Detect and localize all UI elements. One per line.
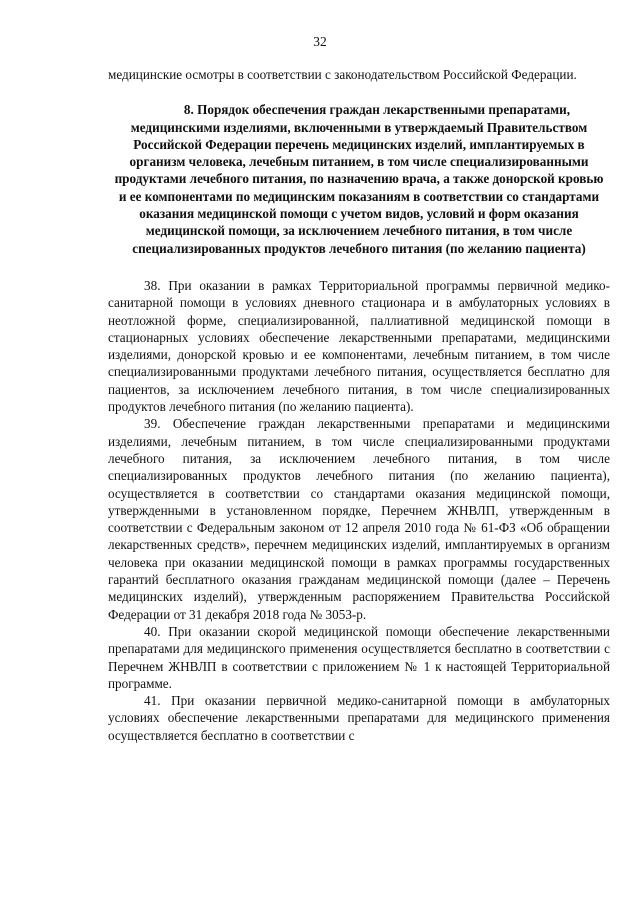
page-number: 32	[313, 34, 327, 49]
document-body	[108, 66, 610, 744]
paragraph-40: 40. При оказании скорой медицинской помощи обеспечение лекарственными препаратами для медицинского применения осуществляется бесплатно в соответствии с Перечнем ЖНВЛП в соответствии с приложением № 1 к настоящей Территориальной программе.	[108, 623, 610, 691]
section-heading-line-1: 8. Порядок обеспечения граждан лекарственными препаратами,	[183, 102, 571, 118]
intro-paragraph: медицинские осмотры в соответствии с законодательством Российской Федерации.	[108, 67, 577, 82]
paragraph-38: 38. При оказании в рамках Территориальной программы первичной медико-санитарной помощи в условиях дневного стационара и в амбулаторных условиях в неотложной форме, специализированной, паллиативной медицинской помощи в стационарных условиях обеспечение лекарственными препаратами, медицинскими изделиями, донорской кровью и ее компонентами, лечебным питанием, в том числе специализированными продуктами лечебного питания, осуществляется бесплатно для пациентов, за исключением лечебного питания, в том числе специализированных продуктов лечебного питания (по желанию пациента).	[108, 277, 610, 415]
section-heading-rest: медицинскими изделиями, включенными в утверждаемый Правительством Российской Федерации перечень медицинских изделий, имплантируемых в организм человека, лечебным питанием, в том числе специализированными продуктами лечебного питания, по назначению врача, а также донорской кровью и ее компонентами по медицинским показаниям в соответствии со стандартами оказания медицинской помощи с учетом видов, условий и форм оказания медицинской помощи, за исключением лечебного питания, в том числе специализированных продуктов лечебного питания (по желанию пациента)	[114, 119, 604, 256]
paragraph-39: 39. Обеспечение граждан лекарственными препаратами и медицинскими изделиями, лечебным питанием, в том числе специализированными продуктами лечебного питания, за исключением лечебного питания, в том числе специализированных продуктов лечебного питания (по желанию пациента), осуществляется в соответствии со стандартами оказания медицинской помощи, утвержденными в установленном порядке, Перечнем ЖНВЛП, утвержденным в соответствии с Федеральным законом от 12 апреля 2010 года № 61-ФЗ «Об обращении лекарственных средств», перечнем медицинских изделий, имплантируемых в организм человека при оказании медицинской помощи в рамках программы государственных гарантий бесплатного оказания гражданам медицинской помощи (далее – Перечень медицинских изделий), утвержденным распоряжением Правительства Российской Федерации от 31 декабря 2018 года № 3053-р.	[108, 416, 610, 622]
paragraph-41: 41. При оказании первичной медико-санитарной помощи в амбулаторных условиях обеспечение лекарственными препаратами для медицинского применения осуществляется бесплатно в соответствии с	[108, 693, 610, 743]
section-heading	[108, 101, 610, 257]
